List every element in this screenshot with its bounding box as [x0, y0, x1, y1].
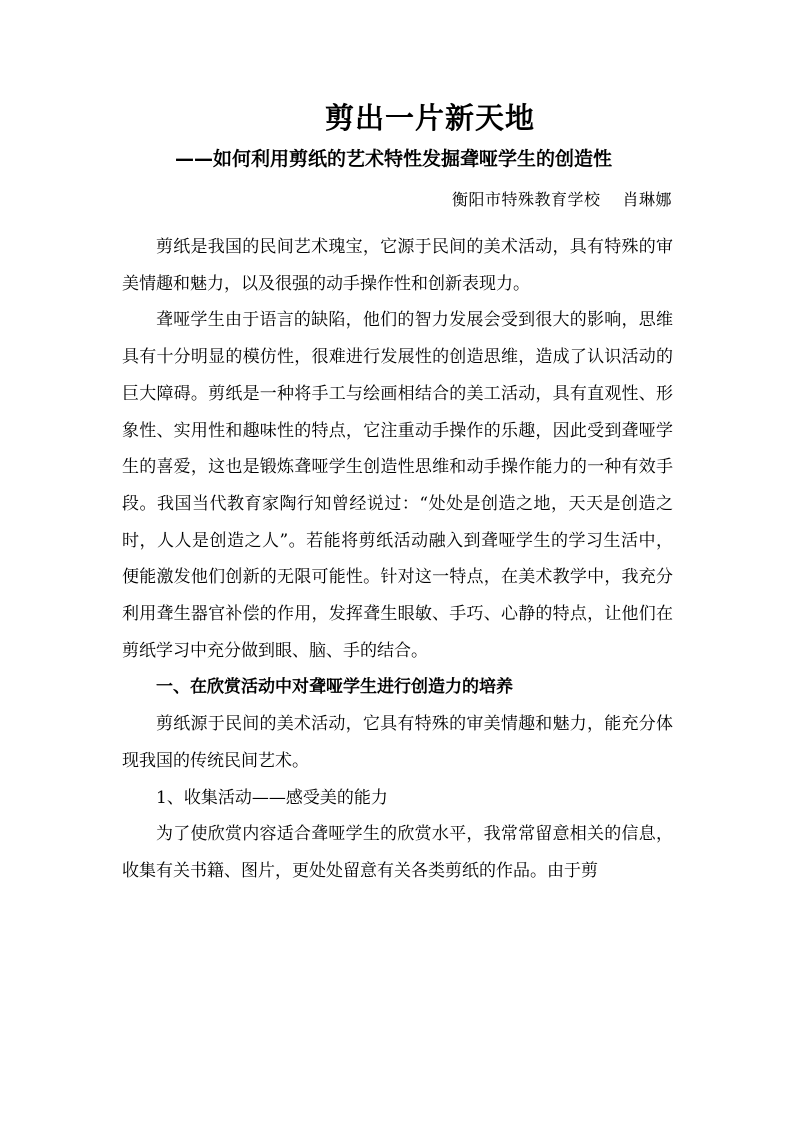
- paragraph-subsection-1: 为了使欣赏内容适合聋哑学生的欣赏水平，我常常留意相关的信息，收集有关书籍、图片，更处处留意有关各类剪纸的作品。由于剪: [122, 824, 673, 881]
- author-school: 衡阳市特殊教育学校: [451, 190, 601, 209]
- paragraph-section-1: 剪纸源于民间的美术活动，它具有特殊的审美情趣和魅力，能充分体现我国的传统民间艺术。: [122, 714, 673, 771]
- section-heading-1: 一、在欣赏活动中对聋哑学生进行创造力的培养: [156, 677, 513, 698]
- document-subtitle: ——如何利用剪纸的艺术特性发掘聋哑学生的创造性: [175, 148, 613, 170]
- document-title: 剪出一片新天地: [324, 101, 535, 135]
- paragraph-intro: 剪纸是我国的民间艺术瑰宝，它源于民间的美术活动，具有特殊的审美情趣和魅力，以及很强的动手操作性和创新表现力。: [122, 237, 673, 294]
- subsection-heading-1: 1、收集活动——感受美的能力: [156, 787, 388, 808]
- author-name: 肖琳娜: [622, 190, 672, 209]
- document-body: [122, 229, 673, 890]
- author-line: [452, 186, 672, 214]
- paragraph-background: 聋哑学生由于语言的缺陷，他们的智力发展会受到很大的影响，思维具有十分明显的模仿性，很难进行发展性的创造思维，造成了认识活动的巨大障碍。剪纸是一种将手工与绘画相结合的美工活动，具有直观性、形象性、实用性和趣味性的特点，它注重动手操作的乐趣，因此受到聋哑学生的喜爱，这也是锻炼聋哑学生创造性思维和动手操作能力的一种有效手段。我国当代教育家陶行知曾经说过：“处处是创造之地，天天是创造之时，人人是创造之人”。若能将剪纸活动融入到聋哑学生的学习生活中，便能激发他们创新的无限可能性。针对这一特点，在美术教学中，我充分利用聋生器官补偿的作用，发挥聋生眼敏、手巧、心静的特点，让他们在剪纸学习中充分做到眼、脑、手的结合。: [122, 310, 673, 661]
